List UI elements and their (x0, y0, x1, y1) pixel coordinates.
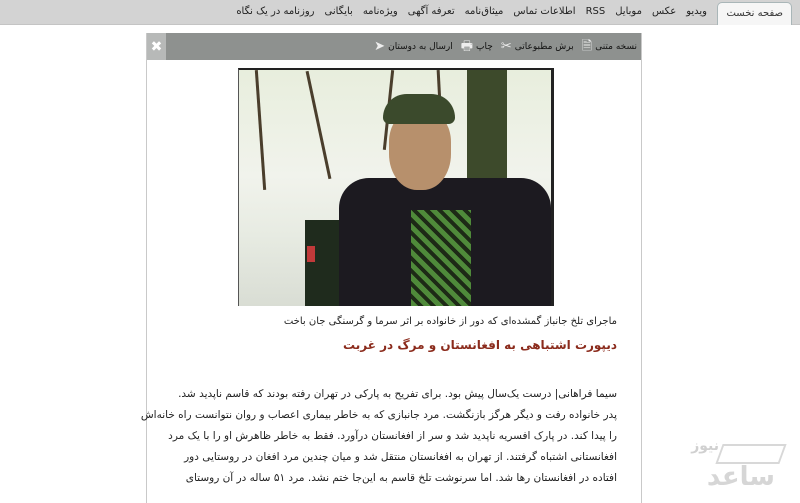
watermark-word-news: نیوز (691, 438, 719, 454)
article-paragraph-line: پدر خانواده رفت و دیگر هرگز بازنگشت. مرد جانبازی که به خاطر بیماری اعصاب و روان نتوانست راه خانه‌اش (140, 409, 617, 421)
scissors-icon: ✂ (500, 38, 512, 54)
press-clipping-button[interactable] (499, 40, 574, 54)
close-button[interactable] (147, 33, 166, 60)
nav-tab-home[interactable]: صفحه نخست (717, 2, 792, 25)
watermark-word-saed: ساعد (706, 462, 775, 492)
article-title: دیپورت اشتباهی به افغانستان و مرگ در غربت (343, 338, 617, 352)
text-version-button[interactable] (580, 40, 637, 54)
dialog-header (147, 33, 641, 60)
press-clipping-label: برش مطبوعاتی (514, 41, 574, 52)
tree-trunk-decoration (467, 70, 507, 180)
top-navigation-bar (0, 0, 800, 25)
nav-item-charter[interactable]: میثاق‌نامه (464, 6, 504, 17)
dialog-toolbar (366, 33, 637, 60)
send-to-friends-label: ارسال به دوستان (388, 41, 453, 52)
printer-icon: 🖶 (460, 38, 474, 54)
hair-decoration (383, 94, 455, 124)
print-label: چاپ (476, 41, 493, 52)
nav-item-special-edition[interactable]: ویژه‌نامه (362, 6, 398, 17)
article-dialog (140, 33, 642, 503)
watermark-logo (665, 438, 795, 498)
tree-decoration (255, 70, 266, 190)
article-paragraph-line: افتاده در افغانستان رها شد. اما سرنوشت تلخ قاسم به این‌جا ختم نشد. مرد ۵۱ ساله در آن روستای (185, 472, 617, 484)
nav-item-archive[interactable]: بایگانی (324, 6, 353, 17)
close-icon: ✖ (150, 38, 163, 55)
article-paragraph-line: افغانستانی اشتباه گرفتند. از تهران به افغانستان منتقل شد و میان چندین مرد افغان در روستایی دور (184, 451, 617, 463)
shirt-decoration (411, 210, 471, 306)
nav-item-contact[interactable]: اطلاعات تماس (513, 6, 576, 17)
nav-items (231, 0, 783, 24)
nav-item-mobile[interactable]: موبایل (615, 6, 642, 17)
tree-decoration (306, 71, 332, 179)
nav-item-rss[interactable]: RSS (585, 6, 606, 17)
article-body (140, 384, 617, 489)
article-photo (238, 68, 554, 306)
nav-item-video[interactable]: ویدیو (686, 6, 707, 17)
cursor-icon: ➤ (374, 38, 386, 54)
nav-item-newspaper-glance[interactable]: روزنامه در یک نگاه (236, 6, 315, 17)
nav-item-ad-rates[interactable]: تعرفه آگهی (407, 6, 455, 17)
document-icon: 🗎 (581, 38, 593, 54)
print-button[interactable] (459, 40, 493, 54)
photo-caption: ماجرای تلخ جانباز گمشده‌ای که دور از خانواده بر اثر سرما و گرسنگی جان باخت (283, 316, 617, 327)
article-paragraph-line: را پیدا کند. در پارک افسریه ناپدید شد و سر از افغانستان درآورد. فقط به خاطر ظاهرش او را با یک مرد (168, 430, 617, 442)
car-light-decoration (307, 246, 315, 262)
text-version-label: نسخه متنی (595, 41, 637, 52)
send-to-friends-button[interactable] (372, 40, 453, 54)
nav-item-photo[interactable]: عکس (651, 6, 677, 17)
graduation-cap-icon (715, 444, 786, 464)
article-paragraph-line: سیما فراهانی| درست یک‌سال پیش بود. برای تفریح به پارکی در تهران رفته بودند که قاسم ناپدید شد. (178, 388, 617, 400)
